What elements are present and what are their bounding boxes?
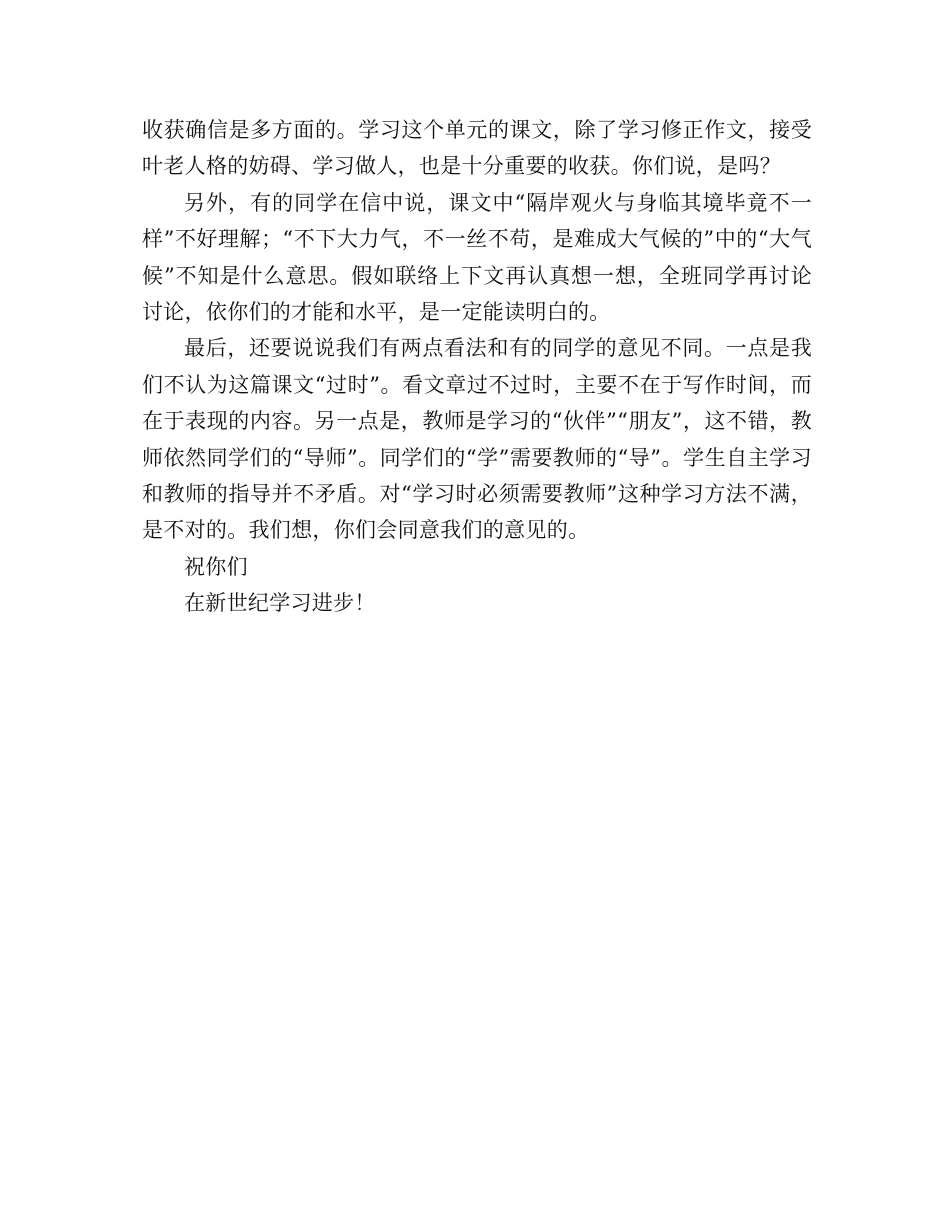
- paragraph-2: 另外，有的同学在信中说，课文中“隔岸观火与身临其境毕竟不一样”不好理解；“不下大力气，不一丝不苟，是难成大气候的”中的“大气候”不知是什么意思。假如联络上下文再认真想一想，全班同学再讨论讨论，依你们的才能和水平，是一定能读明白的。: [142, 190, 812, 325]
- document-body: [142, 112, 812, 622]
- paragraph-continuation: 收获确信是多方面的。学习这个单元的课文，除了学习修正作文，接受叶老人格的妨碍、学习做人，也是十分重要的收获。你们说，是吗？: [142, 118, 812, 179]
- closing-wish: 祝你们: [184, 554, 248, 579]
- paragraph-3: 最后，还要说说我们有两点看法和有的同学的意见不同。一点是我们不认为这篇课文“过时”。看文章过不过时，主要不在于写作时间，而在于表现的内容。另一点是，教师是学习的“伙伴”“朋友”，这不错，教师依然同学们的“导师”。同学们的“学”需要教师的“导”。学生自主学习和教师的指导并不矛盾。对“学习时必须需要教师”这种学习方法不满，是不对的。我们想，你们会同意我们的意见的。: [142, 336, 812, 543]
- closing-blessing: 在新世纪学习进步！: [184, 591, 376, 616]
